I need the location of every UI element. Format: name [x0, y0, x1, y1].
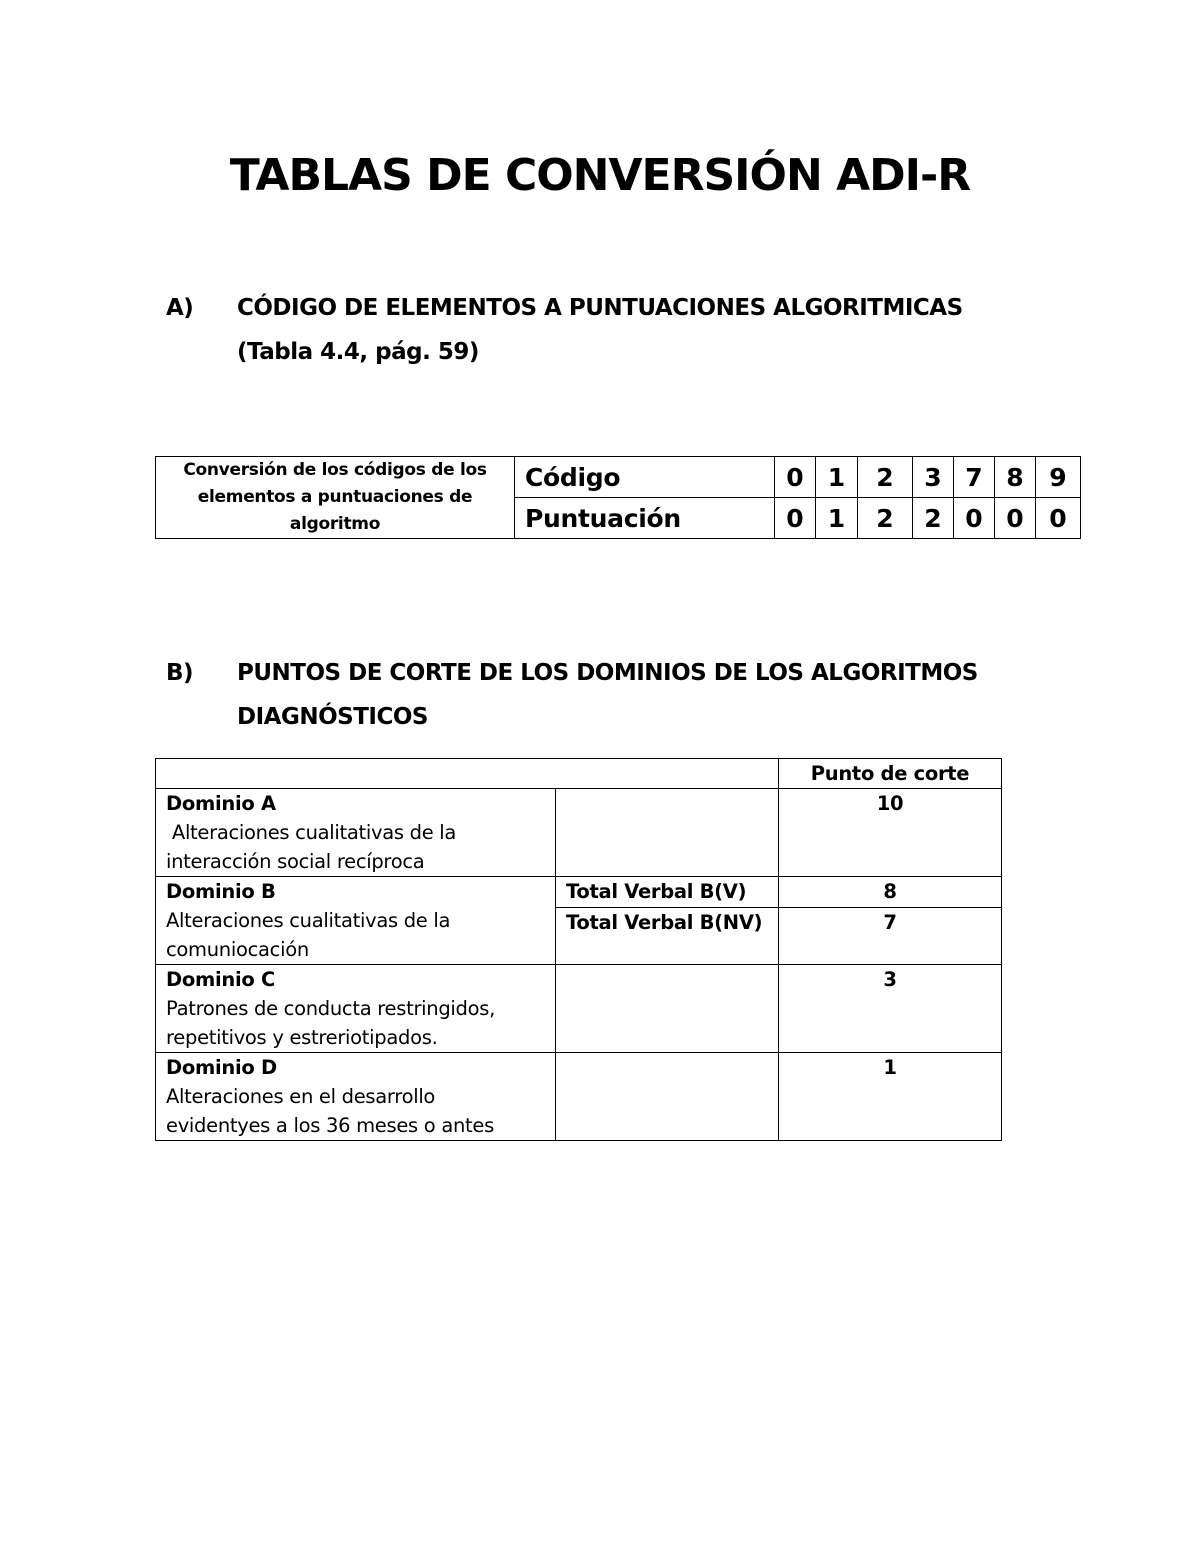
score-cell: 2 — [913, 498, 954, 539]
code-cell: 8 — [995, 457, 1036, 498]
domain-a-desc-line1: Alteraciones cualitativas de la — [166, 821, 457, 844]
page-title: TABLAS DE CONVERSIÓN ADI-R — [229, 150, 971, 201]
section-a-marker: A) — [166, 295, 194, 321]
domain-a-sub-cell — [556, 789, 779, 877]
table-row — [156, 877, 1002, 908]
domain-c-name: Dominio C — [166, 968, 275, 991]
score-cell: 1 — [816, 498, 858, 539]
code-cell: 2 — [858, 457, 913, 498]
domain-b-nonverbal-label: Total Verbal B(NV) — [556, 908, 779, 965]
code-cell: 1 — [816, 457, 858, 498]
code-cell: 0 — [775, 457, 816, 498]
score-cell: 0 — [775, 498, 816, 539]
section-a-heading-line1: CÓDIGO DE ELEMENTOS A PUNTUACIONES ALGORITMICAS — [237, 295, 963, 321]
domain-d-cell — [156, 1053, 556, 1141]
domain-b-name: Dominio B — [166, 880, 276, 903]
domains-table — [155, 758, 1002, 1141]
domain-d-cutoff: 1 — [779, 1053, 1002, 1141]
domain-d-sub-cell — [556, 1053, 779, 1141]
domain-b-desc-line2: comuniocación — [166, 938, 309, 961]
domain-b-nonverbal-cutoff: 7 — [779, 908, 1002, 965]
domain-c-cutoff: 3 — [779, 965, 1002, 1053]
domain-d-desc-line1: Alteraciones en el desarrollo — [166, 1085, 436, 1108]
domain-b-cell — [156, 877, 556, 965]
section-b-heading-line2: DIAGNÓSTICOS — [237, 704, 428, 730]
score-cell: 2 — [858, 498, 913, 539]
domain-b-verbal-cutoff: 8 — [779, 877, 1002, 908]
code-cell: 3 — [913, 457, 954, 498]
section-b-marker: B) — [166, 660, 194, 686]
section-a-heading-line2: (Tabla 4.4, pág. 59) — [237, 339, 479, 365]
domain-b-desc-line1: Alteraciones cualitativas de la — [166, 909, 451, 932]
section-b-heading-line1: PUNTOS DE CORTE DE LOS DOMINIOS DE LOS ALGORITMOS — [237, 660, 978, 686]
cutoff-header: Punto de corte — [779, 759, 1002, 789]
domain-d-desc-line2: evidentyes a los 36 meses o antes — [166, 1114, 494, 1137]
table-row — [156, 789, 1002, 877]
conversion-table — [155, 456, 1081, 539]
domain-a-name: Dominio A — [166, 792, 276, 815]
domain-c-cell — [156, 965, 556, 1053]
domain-c-sub-cell — [556, 965, 779, 1053]
empty-header-cell — [156, 759, 779, 789]
score-cell: 0 — [954, 498, 995, 539]
domain-d-name: Dominio D — [166, 1056, 277, 1079]
domain-c-desc-line1: Patrones de conducta restringidos, — [166, 997, 495, 1020]
table-row — [156, 965, 1002, 1053]
code-cell: 7 — [954, 457, 995, 498]
score-cell: 0 — [1036, 498, 1081, 539]
domain-a-cell — [156, 789, 556, 877]
conversion-table-label: Conversión de los códigos de los elementos a puntuaciones de algoritmo — [156, 457, 515, 539]
table-row — [156, 1053, 1002, 1141]
domain-c-desc-line2: repetitivos y estreriotipados. — [166, 1026, 438, 1049]
table-header-row — [156, 759, 1002, 789]
domain-a-cutoff: 10 — [779, 789, 1002, 877]
domain-b-verbal-label: Total Verbal B(V) — [556, 877, 779, 908]
code-cell: 9 — [1036, 457, 1081, 498]
score-row-header: Puntuación — [515, 498, 775, 539]
code-row-header: Código — [515, 457, 775, 498]
domain-a-desc-line2: interacción social recíproca — [166, 850, 425, 873]
score-cell: 0 — [995, 498, 1036, 539]
